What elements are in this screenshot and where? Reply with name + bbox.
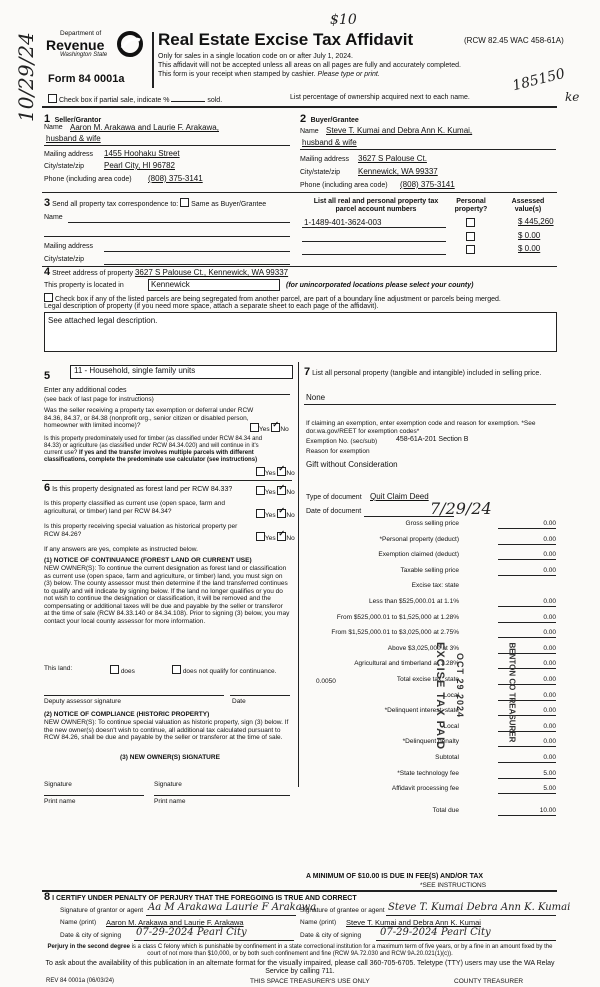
- certify-line: 8 I CERTIFY UNDER PENALTY OF PERJURY THAT THE FOREGOING IS TRUE AND CORRECT: [44, 891, 357, 903]
- same-as-buyer-checkbox[interactable]: [180, 198, 189, 207]
- section6-q2: Is this property classified as current use (open space, farm and agricultural, or timber) land per RCW 84.34?: [44, 500, 226, 515]
- partial-sale-checkbox[interactable]: [48, 94, 57, 103]
- form-title: Real Estate Excise Tax Affidavit: [158, 30, 414, 49]
- s6q1-yes-checkbox[interactable]: [256, 486, 265, 495]
- s6q3-yes-checkbox[interactable]: [256, 532, 265, 541]
- tax-row-label: Taxable selling price: [400, 566, 459, 574]
- reason-label: Reason for exemption: [306, 448, 370, 455]
- perjury-warning: Perjury in the second degree is a class C felony which is punishable by confinement in a state correctional institution for a maximum term of five years, or by a fine in an amount fixed by the court of not more than $10,000, or by both such confinement and fine (RCW 9A.72.030 and RCW 9A.20.021(1)(c)).: [47, 944, 553, 957]
- section6-q1: 6 Is this property designated as forest land per RCW 84.33?: [44, 482, 233, 494]
- located-note: (for unincorporated locations please select your county): [286, 282, 474, 289]
- deputy-sig-label: Deputy assessor signature: [44, 698, 121, 705]
- form-rcw: (RCW 82.45 WAC 458-61A): [464, 36, 564, 45]
- property-address[interactable]: 3627 S Palouse Ct., Kennewick, WA 99337: [134, 268, 289, 277]
- grantee-sig-label: Signature of grantee or agent: [300, 907, 385, 914]
- handwritten-fee: $10: [330, 12, 357, 28]
- located-label: This property is located in: [44, 282, 124, 289]
- does-checkbox[interactable]: [110, 665, 119, 674]
- section6-q2-answers: Yes ✓ No: [256, 509, 295, 520]
- section6-q3: Is this property receiving special valuation as historical property per RCW 84.26?: [44, 523, 238, 538]
- buyer-heading: 2 Buyer/Grantee: [300, 113, 359, 125]
- tax-row-label: *Personal property (deduct): [379, 535, 459, 543]
- exemption-reason[interactable]: Gift without Consideration: [306, 460, 398, 469]
- section6-q1-answers: Yes ✓ No: [256, 486, 295, 497]
- dor-logo: [46, 30, 146, 59]
- personal-property-value[interactable]: None: [306, 393, 326, 402]
- handwritten-number: 185150: [510, 65, 567, 95]
- q2-yes-checkbox[interactable]: [256, 467, 265, 476]
- tax-row-amount[interactable]: 0.00: [498, 723, 556, 732]
- segregated-row: Check box if any of the listed parcels are being segregated from another parcel, are part of a boundary line adjustment or parcels being merged.: [44, 293, 501, 304]
- section7-label: 7 List all personal property (tangible and intangible) included in selling price.: [304, 366, 542, 378]
- section5-q2-answers: Yes ✓ No: [256, 467, 295, 478]
- doc-date-label: Date of document: [306, 508, 362, 515]
- notice1-title: (1) NOTICE OF CONTINUANCE (FOREST LAND OR CURRENT USE): [44, 557, 252, 564]
- tax-row-amount[interactable]: 0.00: [498, 707, 556, 716]
- section5-q1: Was the seller receiving a property tax exemption or deferral under RCW 84.36, 84.37, or 84.38 (nonprofit org., senior citizen or disabled person, homeowner with limited income)?: [44, 407, 254, 429]
- exemption-note: If claiming an exemption, enter exemption code and reason for exemption. *See dor.wa.gov/REET for exemption codes*: [306, 420, 536, 435]
- seller-name2[interactable]: husband & wife: [46, 134, 101, 143]
- q1-no-checkbox[interactable]: [271, 423, 280, 432]
- header-line3: This form is your receipt when stamped by cashier. Please type or print.: [158, 71, 380, 78]
- ownership-note: List percentage of ownership acquired next to each name.: [290, 94, 470, 101]
- tax-row-amount[interactable]: 0.00: [498, 738, 556, 747]
- section6-instr: If any answers are yes, complete as instructed below.: [44, 546, 198, 553]
- section3-name-label: Name: [44, 214, 63, 221]
- tax-row-label: Agricultural and timberland at 1.28%: [354, 660, 459, 668]
- section3-correspondence: 3 Send all property tax correspondence to: Same as Buyer/Grantee: [44, 197, 267, 209]
- q2-no-checkbox[interactable]: [277, 467, 286, 476]
- doc-type[interactable]: Quit Claim Deed: [370, 492, 429, 501]
- buyer-phone-label: Phone (including area code): [300, 182, 388, 189]
- seller-heading: 1 Seller/Grantor: [44, 113, 102, 125]
- stamp-treasurer: BENTON CO TREASURER: [507, 642, 517, 743]
- treasurer-use-only: THIS SPACE TREASURER'S USE ONLY: [250, 978, 370, 985]
- tax-row-label: Affidavit processing fee: [391, 785, 459, 793]
- tax-row-label: Exemption claimed (deduct): [378, 551, 459, 559]
- legal-description: See attached legal description.: [48, 316, 158, 325]
- personal-header: Personal property?: [454, 198, 488, 213]
- dept-line2: Revenue: [46, 36, 105, 53]
- notice3-title: (3) NEW OWNER(S) SIGNATURE: [120, 754, 220, 761]
- owner-sig-label-2: Signature: [154, 781, 182, 788]
- legal-label: Legal description of property (if you need more space, attach a separate sheet to each page of the affidavit).: [44, 303, 379, 310]
- header-line1: Only for sales in a single location code on or after July 1, 2024.: [158, 53, 353, 60]
- tax-row-amount[interactable]: 0.00: [498, 536, 556, 545]
- county-treasurer: COUNTY TREASURER: [454, 978, 524, 985]
- handwritten-date: 10/29/24: [14, 32, 38, 122]
- tax-row-amount[interactable]: 0.00: [498, 551, 556, 560]
- handwritten-initials: ke: [565, 90, 580, 104]
- section5-number: 5: [44, 370, 51, 382]
- does-not-checkbox[interactable]: [172, 665, 181, 674]
- grantee-signature[interactable]: Steve T. Kumai Debra Ann K. Kumai: [388, 902, 571, 913]
- assessed-header: Assessed value(s): [511, 198, 545, 213]
- tax-row-label: Less than $525,000.01 at 1.1%: [369, 598, 459, 605]
- exemption-no[interactable]: 458-61A-201 Section B: [396, 436, 469, 443]
- owner-sig-label-1: Signature: [44, 781, 72, 788]
- tax-row-label: Subtotal: [435, 754, 459, 761]
- section3-mailing-label: Mailing address: [44, 243, 94, 250]
- tax-row-label: *Delinquent penalty: [402, 738, 459, 746]
- dor-swirl-icon: [116, 30, 144, 58]
- tax-row-amount[interactable]: 0.00: [498, 629, 556, 638]
- deputy-date-label: Date: [232, 698, 246, 705]
- owner-print-label-1: Print name: [44, 798, 76, 805]
- seller-phone[interactable]: (808) 375-3141: [148, 174, 203, 183]
- tax-row-amount[interactable]: 5.00: [498, 770, 556, 779]
- section4-street: 4 Street address of property 3627 S Palouse Ct., Kennewick, WA 99337: [44, 266, 289, 278]
- tax-row-label: Above $3,025,000 at 3%: [387, 644, 459, 652]
- parcel-header: List all real and personal property tax parcel account numbers: [313, 198, 439, 213]
- notice2-title: (2) NOTICE OF COMPLIANCE (HISTORIC PROPERTY): [44, 711, 210, 718]
- seller-mailing-label: Mailing address: [44, 151, 94, 158]
- additional-codes-label: Enter any additional codes: [44, 387, 127, 394]
- grantor-sig-label: Signature of grantor or agent: [60, 907, 144, 914]
- segregated-checkbox[interactable]: [44, 293, 53, 302]
- doc-date[interactable]: 7/29/24: [430, 499, 492, 518]
- grantee-name-label: Name (print): [300, 919, 337, 926]
- buyer-name-label: Name: [300, 128, 319, 135]
- assessed-value-3[interactable]: $ 0.00: [518, 244, 541, 253]
- s6q1-no-checkbox[interactable]: [277, 486, 286, 495]
- buyer-mailing[interactable]: 3627 S Palouse Ct.: [358, 154, 427, 163]
- form-number: Form 84 0001a: [48, 73, 125, 85]
- tax-row-label: From $1,525,000.01 to $3,025,000 at 2.75%: [331, 629, 459, 637]
- tax-row-label: *Delinquent interest: state: [384, 707, 459, 715]
- grantee-date-city[interactable]: 07-29-2024 Pearl City: [380, 927, 491, 938]
- seller-city-label: City/state/zip: [44, 163, 85, 170]
- tax-row-label: Local: [443, 691, 459, 699]
- dept-line1: Department of: [60, 30, 102, 37]
- dept-line3: Washington State: [60, 51, 108, 58]
- s6q2-no-checkbox[interactable]: [277, 509, 286, 518]
- tax-row-label: Excise tax: state: [411, 582, 459, 590]
- use-code-select[interactable]: 11 - Household, single family units: [70, 365, 293, 379]
- buyer-name2[interactable]: husband & wife: [302, 138, 357, 147]
- tax-row-amount[interactable]: 0.00: [498, 598, 556, 607]
- tax-row-label: Local: [443, 722, 459, 730]
- seller-phone-label: Phone (including area code): [44, 176, 132, 183]
- assessed-value-2[interactable]: $ 0.00: [518, 231, 541, 240]
- tax-row-amount[interactable]: 0.00: [498, 660, 556, 669]
- exemption-no-label: Exemption No. (sec/sub): [306, 438, 378, 445]
- personal-checkbox-1[interactable]: [466, 218, 475, 227]
- tax-row-amount[interactable]: 0.00: [498, 567, 556, 576]
- parcel-number-1[interactable]: 1-1489-401-3624-003: [304, 218, 382, 227]
- tax-row-amount[interactable]: 0.00: [498, 692, 556, 701]
- assessed-value-1[interactable]: $ 445,260: [518, 217, 554, 226]
- buyer-city[interactable]: Kennewick, WA 99337: [358, 167, 438, 176]
- doc-type-label: Type of document: [306, 494, 362, 501]
- tax-row-amount[interactable]: 0.00: [498, 754, 556, 763]
- does-option: does: [110, 665, 135, 676]
- grantor-date-city[interactable]: 07-29-2024 Pearl City: [136, 927, 247, 938]
- this-land-label: This land:: [44, 665, 73, 672]
- tax-row-amount[interactable]: 0.00: [498, 520, 556, 529]
- grantor-print-name[interactable]: Aaron M. Arakawa and Laurie F. Arakawa: [106, 918, 244, 927]
- grantor-signature[interactable]: Aa M Arakawa Laurie F Arakawa: [148, 902, 317, 913]
- grantee-print-name[interactable]: Steve T. Kumai and Debra Ann K. Kumai: [346, 918, 481, 927]
- see-back: (see back of last page for instructions): [44, 396, 154, 403]
- grantee-date-label: Date & city of signing: [300, 932, 362, 939]
- minimum-note: A MINIMUM OF $10.00 IS DUE IN FEE(S) AND/OR TAX: [306, 873, 484, 880]
- tax-row-amount[interactable]: 5.00: [498, 785, 556, 794]
- section6-q3-answers: Yes ✓ No: [256, 532, 295, 543]
- tax-row-label: Total due: [432, 806, 459, 814]
- s6q2-yes-checkbox[interactable]: [256, 509, 265, 518]
- buyer-mailing-label: Mailing address: [300, 156, 350, 163]
- seller-mailing[interactable]: 1455 Hoohaku Street: [104, 149, 180, 158]
- tax-row-amount[interactable]: 10.00: [498, 807, 556, 816]
- header-line2: This affidavit will not be accepted unless all areas on all pages are fully and accurately completed.: [158, 62, 461, 69]
- see-instructions: *SEE INSTRUCTIONS: [420, 882, 487, 889]
- seller-city[interactable]: Pearl City, HI 96782: [104, 161, 175, 170]
- q1-yes-checkbox[interactable]: [250, 423, 259, 432]
- section3-city-label: City/state/zip: [44, 256, 85, 263]
- grantor-name-label: Name (print): [60, 919, 97, 926]
- stamp-date: OCT 29 2024: [455, 653, 465, 719]
- tax-row-label: Gross selling price: [405, 520, 459, 527]
- seller-name-label: Name: [44, 124, 63, 131]
- grantor-date-label: Date & city of signing: [60, 932, 122, 939]
- tax-row-label: *State technology fee: [397, 769, 459, 777]
- buyer-name[interactable]: Steve T. Kumai and Debra Ann K. Kumai,: [326, 126, 473, 135]
- located-select[interactable]: Kennewick: [148, 279, 280, 291]
- seller-name[interactable]: Aaron M. Arakawa and Laurie F. Arakawa,: [70, 123, 219, 132]
- owner-print-label-2: Print name: [154, 798, 186, 805]
- does-not-option: does not qualify for continuance.: [172, 665, 292, 676]
- notice1-body: NEW OWNER(S): To continue the current designation as forest land or classification as current use (open space, farm and agriculture, or timber) land, you must sign on (3) below. The county assessor must then determine if the land transferred continues to qualify and will indicate by signing below. If the land no longer qualifies or you do not wish to continue the designation or classification, it will be removed and the compensating or additional taxes will be due and payable by the seller or transferor at the time of sale (RCW 84.33.140 or 84.34.108). Prior to signing (3) below, you may contact your local county assessor for more information.: [44, 565, 290, 625]
- section5-q1-answers: Yes ✓ No: [250, 423, 289, 434]
- buyer-phone[interactable]: (808) 375-3141: [400, 180, 455, 189]
- stamp-excise: EXCISE TAX PAID: [434, 642, 446, 751]
- tax-row-amount[interactable]: 0.00: [498, 676, 556, 685]
- buyer-city-label: City/state/zip: [300, 169, 341, 176]
- excise-paid-stamp: [416, 642, 516, 792]
- tax-row-amount[interactable]: 0.00: [498, 614, 556, 623]
- rev-number: REV 84 0001a (06/03/24): [46, 978, 115, 984]
- s6q3-no-checkbox[interactable]: [277, 532, 286, 541]
- partial-sale: Check box if partial sale, indicate % sold.: [48, 94, 222, 105]
- tax-row-label: Total excise tax: state: [396, 676, 459, 683]
- section5-q2: Is this property predominately used for timber (as classified under RCW 84.34 and 84.33) or agriculture (as classified under RCW 84.34.020) and will continue in it's current use? If yes and the transfer involves multiple parcels with different classifications, complete the predominate use calculator (see instructions): [44, 436, 263, 463]
- tax-row-amount[interactable]: 0.00: [498, 645, 556, 654]
- tax-row-label: From $525,000.01 to $1,525,000 at 1.28%: [336, 613, 459, 621]
- legal-description-box[interactable]: [44, 312, 557, 352]
- local-rate: 0.0050: [316, 678, 336, 685]
- personal-checkbox-3[interactable]: [466, 245, 475, 254]
- notice2-body: NEW OWNER(S): To continue special valuation as historic property, sign (3) below. If the new owner(s) doesn't wish to continue, all additional tax calculated pursuant to RCW 84.26, shall be due and payable by the seller or transferor at the time of sale.: [44, 719, 289, 741]
- ada-notice: To ask about the availability of this publication in an alternate format for the visually impaired, please call 360-705-6705. Teletype (TTY) users may use the WA Relay Service by calling 711.: [45, 960, 555, 975]
- personal-checkbox-2[interactable]: [466, 232, 475, 241]
